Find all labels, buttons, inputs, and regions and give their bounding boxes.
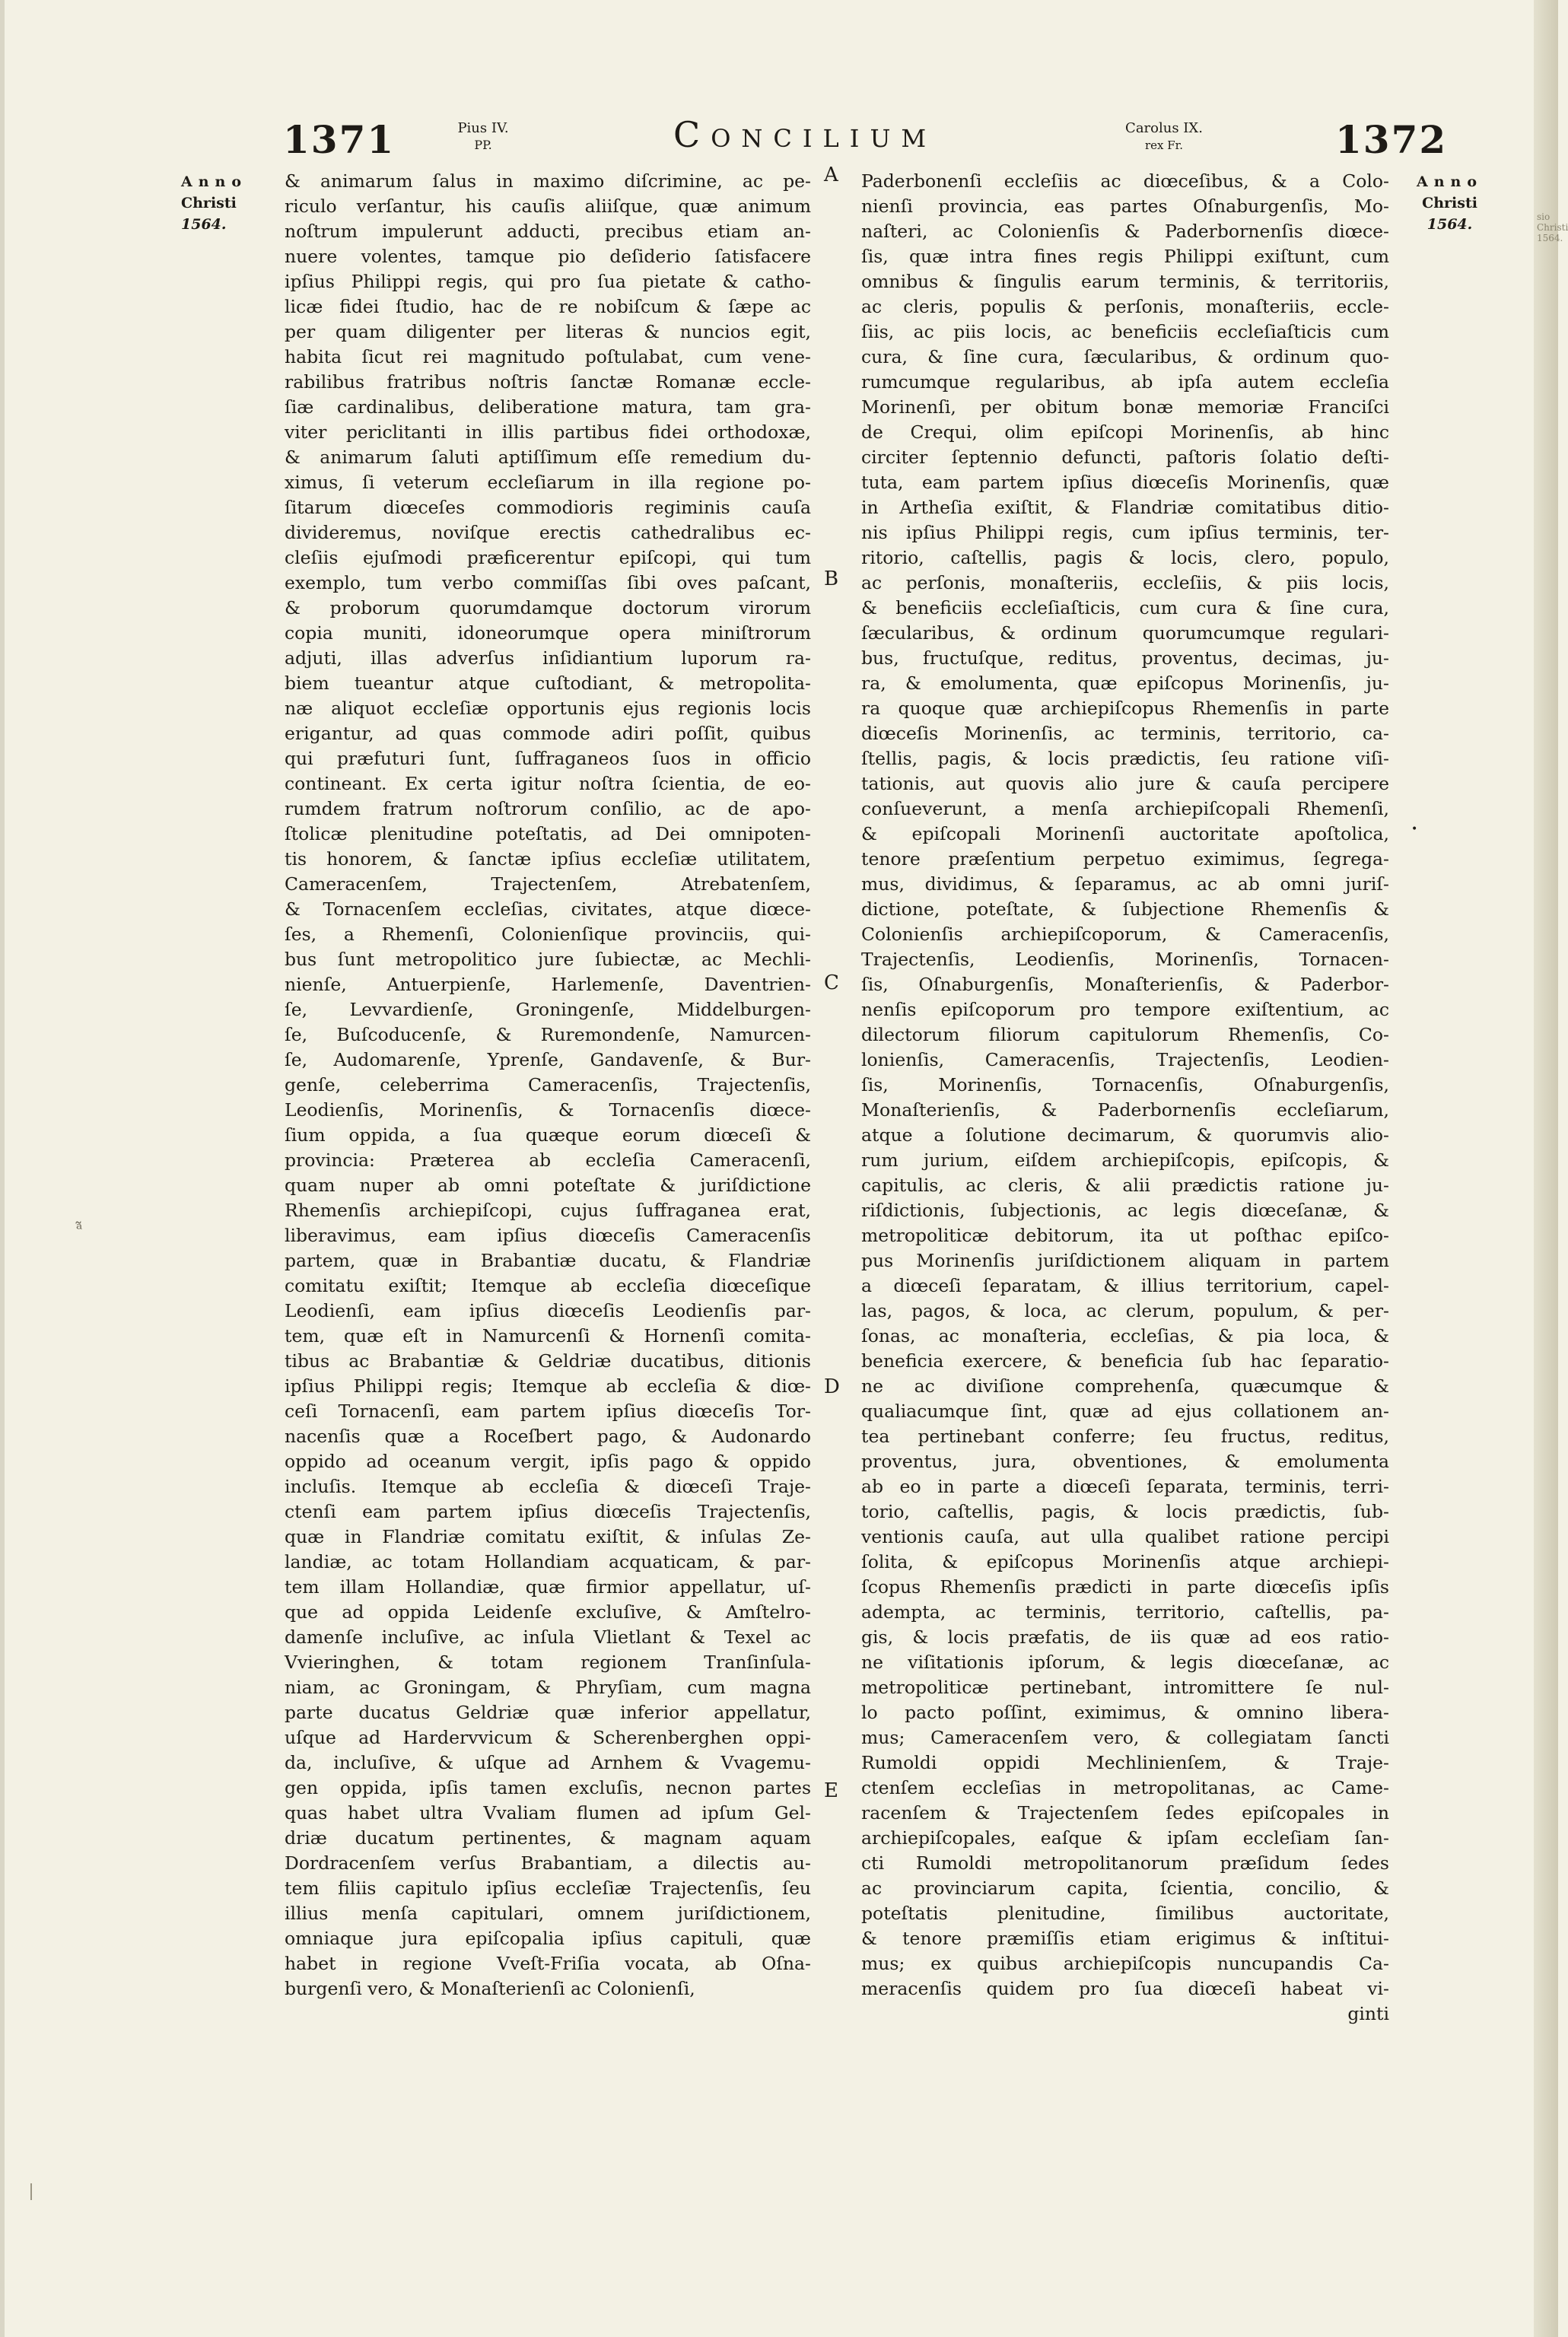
text-line: tem, quæ eſt in Namurcenſi & Hornenſi comita-	[285, 1325, 811, 1347]
text-line: ſiæ cardinalibus, deliberatione matura, tam gra-	[285, 396, 811, 418]
section-marker-a: A	[824, 164, 838, 186]
edge-note-line: Christi	[1537, 222, 1568, 233]
text-line: quæ in Flandriæ comitatu exiſtit, & inſulas Ze-	[285, 1526, 811, 1547]
text-line: per quam diligenter per literas & nuncios egit,	[285, 321, 811, 342]
text-line: copia muniti, idoneorumque opera miniſtrorum	[285, 622, 811, 644]
text-line: da, incluſive, & uſque ad Arnhem & Vvagemu-	[285, 1752, 811, 1773]
text-line: driæ ducatum pertinentes, & magnam aquam	[285, 1827, 811, 1849]
section-marker-d: D	[824, 1375, 840, 1398]
running-head-king	[1107, 120, 1221, 154]
margin-christi: Christi	[1422, 195, 1477, 211]
text-line: ſcopus Rhemenſis prædicti in parte diœceſis ipſis	[861, 1576, 1389, 1598]
margin-ink-mark: ᵃ̃	[76, 1220, 83, 1239]
text-line: provincia: Præterea ab eccleſia Cameracenſi,	[285, 1149, 811, 1171]
margin-christi: Christi	[181, 195, 237, 211]
text-line: ne viſitationis ipſorum, & legis diœceſanæ, ac	[861, 1652, 1389, 1673]
margin-year: 1564.	[1426, 216, 1473, 233]
bleed-through-note	[1537, 211, 1568, 243]
text-line: lo pacto poſſint, eximimus, & omnino libera-	[861, 1702, 1389, 1723]
text-line: poteſtatis plenitudine, ſimilibus auctoritate,	[861, 1903, 1389, 1924]
edge-note-line: sio	[1537, 211, 1551, 222]
text-line: ra quoque quæ archiepiſcopus Rhemenſis in parte	[861, 698, 1389, 719]
text-line: ſe, Levvardienſe, Groningenſe, Middelburgen-	[285, 999, 811, 1020]
text-line: qui præfuturi ſunt, ſuffraganeos ſuos in officio	[285, 748, 811, 769]
text-line: de Crequi, olim epiſcopi Morinenſis, ab hinc	[861, 421, 1389, 443]
text-column-left	[285, 169, 811, 2002]
text-line: cleſiis ejuſmodi præficerentur epiſcopi, qui tum	[285, 547, 811, 568]
section-marker-b: B	[824, 568, 839, 590]
text-line: ſiis, ac piis locis, ac beneficiis eccleſiaſticis cum	[861, 321, 1389, 342]
text-line: quas habet ultra Vvaliam flumen ad ipſum Gel-	[285, 1802, 811, 1823]
pope-name: Pius IV.	[457, 120, 509, 136]
scan-edge-right	[1534, 0, 1558, 2337]
text-line: circiter ſeptennio defuncti, paſtoris ſolatio deſti-	[861, 447, 1389, 468]
text-line: liberavimus, eam ipſius diœceſis Cameracenſis	[285, 1225, 811, 1246]
text-line: incluſis. Itemque ab eccleſia & diœceſi Traje-	[285, 1476, 811, 1497]
text-line: biem tueantur atque cuſtodiant, & metropolita-	[285, 672, 811, 694]
text-line: tuta, eam partem ipſius diœceſis Morinenſis, quæ	[861, 472, 1389, 493]
text-line: Leodienſis, Morinenſis, & Tornacenſis diœce-	[285, 1099, 811, 1121]
margin-anno: Anno	[1417, 173, 1484, 190]
text-line: ac perſonis, monaſteriis, eccleſiis, & piis locis,	[861, 572, 1389, 593]
text-line: archiepiſcopales, eaſque & ipſam eccleſiam ſan-	[861, 1827, 1389, 1849]
text-line: & proborum quorumdamque doctorum virorum	[285, 597, 811, 618]
text-line: mus; ex quibus archiepiſcopis nuncupandis Ca-	[861, 1953, 1389, 1974]
text-line: viter periclitanti in illis partibus fidei orthodoxæ,	[285, 421, 811, 443]
text-line: riſdictionis, ſubjectionis, ac legis diœceſanæ, &	[861, 1200, 1389, 1221]
text-line: racenſem & Trajectenſem ſedes epiſcopales in	[861, 1802, 1389, 1823]
text-line: Cameracenſem, Trajectenſem, Atrebatenſem,	[285, 873, 811, 895]
section-marker-e: E	[824, 1779, 838, 1802]
text-line: ſonas, ac monaſteria, eccleſias, & pia loca, &	[861, 1325, 1389, 1347]
text-line: adempta, ac terminis, territorio, caſtellis, pa-	[861, 1601, 1389, 1623]
text-line: Paderbonenſi eccleſiis ac diœceſibus, & a Colo-	[861, 170, 1389, 192]
text-line: & animarum ſalus in maximo diſcrimine, ac pe-	[285, 170, 811, 192]
text-line: proventus, jura, obventiones, & emolumenta	[861, 1451, 1389, 1472]
text-line: ſolita, & epiſcopus Morinenſis atque archiepi-	[861, 1551, 1389, 1572]
text-line: & animarum ſaluti aptiſſimum eſſe remedium du-	[285, 447, 811, 468]
margin-tick	[30, 2183, 32, 2200]
text-line: ctenſi eam partem ipſius diœceſis Trajectenſis,	[285, 1501, 811, 1522]
text-line: habet in regione Vveſt-Friſia vocata, ab Oſna-	[285, 1953, 811, 1974]
text-line: omniaque jura epiſcopalia ipſius capituli, quæ	[285, 1928, 811, 1949]
text-column-right	[861, 169, 1389, 2027]
text-line: ipſius Philippi regis, qui pro ſua pietate & catho-	[285, 271, 811, 292]
text-line: beneficia exercere, & beneficia ſub hac ſeparatio-	[861, 1350, 1389, 1372]
text-line: lonienſis, Cameracenſis, Trajectenſis, Leodien-	[861, 1049, 1389, 1070]
text-line: & tenore præmiſſis etiam erigimus & inſtitui-	[861, 1928, 1389, 1949]
pope-title: PP.	[474, 138, 492, 152]
text-line: næ aliquot eccleſiæ opportunis ejus regionis locis	[285, 698, 811, 719]
text-line: tem illam Hollandiæ, quæ firmior appellatur, uſ-	[285, 1576, 811, 1598]
text-line: habita ſicut rei magnitudo poſtulabat, cum vene-	[285, 346, 811, 367]
scan-edge-left	[0, 0, 5, 2337]
text-line: niam, ac Groningam, & Phryſiam, cum magna	[285, 1677, 811, 1698]
text-line: gen oppida, ipſis tamen excluſis, necnon partes	[285, 1777, 811, 1798]
text-line: ceſi Tornacenſi, eam partem ipſius diœceſis Tor-	[285, 1401, 811, 1422]
text-line: mus, dividimus, & ſeparamus, ac ab omni juriſ-	[861, 873, 1389, 895]
page-number-right: 1372	[1335, 117, 1448, 162]
text-line: ſis, quæ intra fines regis Philippi exiſtunt, cum	[861, 246, 1389, 267]
edge-note-line: 1564.	[1537, 233, 1563, 243]
text-line: riculo verſantur, his cauſis aliiſque, quæ animum	[285, 196, 811, 217]
margin-anno: Anno	[181, 173, 248, 190]
text-line: ſis, Oſnaburgenſis, Monaſterienſis, & Paderbor-	[861, 974, 1389, 995]
text-line: metropoliticæ pertinebant, intromittere ſe nul-	[861, 1677, 1389, 1698]
text-line: Rhemenſis archiepiſcopi, cujus ſuffraganea erat,	[285, 1200, 811, 1221]
text-line: landiæ, ac totam Hollandiam acquaticam, & par-	[285, 1551, 811, 1572]
text-line: tem filiis capitulo ipſius eccleſiæ Trajectenſis, ſeu	[285, 1878, 811, 1899]
text-line: ginti	[1347, 2003, 1389, 2024]
text-line: ſe, Buſcoducenſe, & Ruremondenſe, Namurcen-	[285, 1024, 811, 1045]
text-line: gis, & locis præfatis, de iis quæ ad eos ratio-	[861, 1626, 1389, 1648]
text-line: quam nuper ab omni poteſtate & juriſdictione	[285, 1175, 811, 1196]
text-line: bus ſunt metropolitico jure ſubiectæ, ac Mechli-	[285, 949, 811, 970]
text-line: exemplo, tum verbo commiſſas ſibi oves paſcant,	[285, 572, 811, 593]
text-line: pus Morinenſis juriſdictionem aliquam in partem	[861, 1250, 1389, 1271]
running-head-pope	[456, 120, 510, 154]
text-line: & Tornacenſem eccleſias, civitates, atque diœce-	[285, 898, 811, 920]
text-line: Leodienſi, eam ipſius diœceſis Leodienſis par-	[285, 1300, 811, 1321]
text-line: Morinenſi, per obitum bonæ memoriæ Franciſci	[861, 396, 1389, 418]
text-line: ſitarum diœceſes commodioris regiminis cauſa	[285, 497, 811, 518]
text-line: ctenſem eccleſias in metropolitanas, ac Came-	[861, 1777, 1389, 1798]
margin-note-right	[1417, 171, 1483, 235]
text-line: diœceſis Morinenſis, ac terminis, territorio, ca-	[861, 723, 1389, 744]
text-line: tibus ac Brabantiæ & Geldriæ ducatibus, ditionis	[285, 1350, 811, 1372]
text-line: ſtolicæ plenitudine poteſtatis, ad Dei omnipoten-	[285, 823, 811, 844]
text-line: in Artheſia exiſtit, & Flandriæ comitatibus ditio-	[861, 497, 1389, 518]
text-line: rumcumque regularibus, ab ipſa autem eccleſia	[861, 371, 1389, 393]
text-line: nis ipſius Philippi regis, cum ipſius terminis, ter-	[861, 522, 1389, 543]
text-line: Rumoldi oppidi Mechlinienſem, & Traje-	[861, 1752, 1389, 1773]
text-line: ſæcularibus, & ordinum quorumcumque regulari-	[861, 622, 1389, 644]
section-marker-c: C	[824, 971, 839, 994]
text-line: tenore præſentium perpetuo eximimus, ſegrega-	[861, 848, 1389, 870]
text-line: Vvieringhen, & totam regionem Tranſinſula-	[285, 1652, 811, 1673]
text-line: rumdem fratrum noſtrorum conſilio, ac de apo-	[285, 798, 811, 819]
text-line: nacenſis quæ a Roceſbert pago, & Audonardo	[285, 1426, 811, 1447]
text-line: Colonienſis archiepiſcoporum, & Cameracenſis,	[861, 924, 1389, 945]
text-line: naſteri, ac Colonienſis & Paderbornenſis diœce-	[861, 221, 1389, 242]
text-line: & beneficiis eccleſiaſticis, cum cura & ſine cura,	[861, 597, 1389, 618]
text-line: genſe, celeberrima Cameracenſis, Trajectenſis,	[285, 1074, 811, 1095]
text-line: ritorio, caſtellis, pagis & locis, clero, populo,	[861, 547, 1389, 568]
king-name: Carolus IX.	[1125, 120, 1203, 136]
text-line: burgenſi vero, & Monaſterienſi ac Colonienſi,	[285, 1978, 695, 1999]
text-line: nuere volentes, tamque pio deſiderio ſatisfacere	[285, 246, 811, 267]
text-line: tationis, aut quovis alio jure & cauſa percipere	[861, 773, 1389, 794]
text-line: licæ fidei ſtudio, hac de re nobiſcum & ſæpe ac	[285, 296, 811, 317]
page-number-left: 1371	[283, 117, 396, 162]
text-line: rum jurium, eiſdem archiepiſcopis, epiſcopis, &	[861, 1149, 1389, 1171]
text-line: ipſius Philippi regis; Itemque ab eccleſia & diœ-	[285, 1375, 811, 1397]
text-line: ra, & emolumenta, quæ epiſcopus Morinenſis, ju-	[861, 672, 1389, 694]
text-line: torio, caſtellis, pagis, & locis prædictis, ſub-	[861, 1501, 1389, 1522]
text-line: contineant. Ex certa igitur noſtra ſcientia, de eo-	[285, 773, 811, 794]
text-line: atque a ſolutione decimarum, & quorumvis alio-	[861, 1124, 1389, 1146]
text-line: partem, quæ in Brabantiæ ducatu, & Flandriæ	[285, 1250, 811, 1271]
king-title: rex Fr.	[1145, 138, 1183, 152]
text-line: tea pertinebant conferre; ſeu fructus, reditus,	[861, 1426, 1389, 1447]
text-line: damenſe incluſive, ac inſula Vlietlant & Texel ac	[285, 1626, 811, 1648]
text-line: parte ducatus Geldriæ quæ inferior appellatur,	[285, 1702, 811, 1723]
text-line: omnibus & ſingulis earum terminis, & territoriis,	[861, 271, 1389, 292]
text-line: ſes, a Rhemenſi, Colonienſique provinciis, qui-	[285, 924, 811, 945]
text-line: qualiacumque ſint, quæ ad ejus collationem an-	[861, 1401, 1389, 1422]
text-line: nienſe, Antuerpienſe, Harlemenſe, Daventrien-	[285, 974, 811, 995]
text-line: ximus, ſi veterum eccleſiarum in illa regione po-	[285, 472, 811, 493]
text-line: bus, fructuſque, reditus, proventus, decimas, ju-	[861, 647, 1389, 669]
text-line: dilectorum filiorum capitulorum Rhemenſis, Co-	[861, 1024, 1389, 1045]
text-line: ac provinciarum capita, ſcientia, concilio, &	[861, 1878, 1389, 1899]
text-line: las, pagos, & loca, ac clerum, populum, & per-	[861, 1300, 1389, 1321]
margin-note-left	[181, 171, 247, 235]
running-title: Concilium	[673, 114, 937, 155]
text-line: ab eo in parte a diœceſi ſeparata, terminis, terri-	[861, 1476, 1389, 1497]
text-line: ventionis cauſa, aut ulla qualibet ratione percipi	[861, 1526, 1389, 1547]
margin-dot: •	[1411, 823, 1418, 835]
text-line: nenſis epiſcoporum pro tempore exiſtentium, ac	[861, 999, 1389, 1020]
text-line: comitatu exiſtit; Itemque ab eccleſia diœceſique	[285, 1275, 811, 1296]
text-line: capitulis, ac cleris, & alii prædictis ratione ju-	[861, 1175, 1389, 1196]
text-line: cura, & ſine cura, ſæcularibus, & ordinum quo-	[861, 346, 1389, 367]
text-line: Monaſterienſis, & Paderbornenſis eccleſiarum,	[861, 1099, 1389, 1121]
text-line: Trajectenſis, Leodienſis, Morinenſis, Tornacen-	[861, 949, 1389, 970]
text-line: ac cleris, populis & perſonis, monaſteriis, eccle-	[861, 296, 1389, 317]
text-line: rabilibus fratribus noſtris ſanctæ Romanæ eccle-	[285, 371, 811, 393]
text-line: metropoliticæ debitorum, ita ut poſthac epiſco-	[861, 1225, 1389, 1246]
text-line: dictione, poteſtate, & ſubjectione Rhemenſis &	[861, 898, 1389, 920]
text-line: oppido ad oceanum vergit, ipſis pago & oppido	[285, 1451, 811, 1472]
text-line: erigantur, ad quas commode adiri poſſit, quibus	[285, 723, 811, 744]
margin-year: 1564.	[181, 216, 227, 233]
text-line: & epiſcopali Morinenſi auctoritate apoſtolica,	[861, 823, 1389, 844]
text-line: ſtellis, pagis, & locis prædictis, ſeu ratione viſi-	[861, 748, 1389, 769]
text-line: nienſi provincia, eas partes Oſnaburgenſis, Mo-	[861, 196, 1389, 217]
text-line: uſque ad Hardervvicum & Scherenberghen oppi-	[285, 1727, 811, 1748]
text-line: meracenſis quidem pro ſua diœceſi habeat vi-	[861, 1978, 1389, 1999]
text-line: Dordracenſem verſus Brabantiam, a dilectis au-	[285, 1852, 811, 1874]
text-line: ſis, Morinenſis, Tornacenſis, Oſnaburgenſis,	[861, 1074, 1389, 1095]
text-line: mus; Cameracenſem vero, & collegiatam ſancti	[861, 1727, 1389, 1748]
text-line: tis honorem, & ſanctæ ipſius eccleſiæ utilitatem,	[285, 848, 811, 870]
text-line: illius menſa capitulari, omnem juriſdictionem,	[285, 1903, 811, 1924]
text-line: que ad oppida Leidenſe excluſive, & Amſtelro-	[285, 1601, 811, 1623]
text-line: conſueverunt, a menſa archiepiſcopali Rhemenſi,	[861, 798, 1389, 819]
text-line: ſe, Audomarenſe, Yprenſe, Gandavenſe, & Bur-	[285, 1049, 811, 1070]
text-line: ſium oppida, a ſua quæque eorum diœceſi &	[285, 1124, 811, 1146]
text-line: divideremus, noviſque erectis cathedralibus ec-	[285, 522, 811, 543]
page-header	[0, 107, 1558, 167]
text-line: a diœceſi ſeparatam, & illius territorium, capel-	[861, 1275, 1389, 1296]
text-line: cti Rumoldi metropolitanorum præſidum ſedes	[861, 1852, 1389, 1874]
text-line: adjuti, illas adverſus inſidiantium luporum ra-	[285, 647, 811, 669]
text-line: ne ac diviſione comprehenſa, quæcumque &	[861, 1375, 1389, 1397]
text-line: noſtrum impulerunt adducti, precibus etiam an-	[285, 221, 811, 242]
